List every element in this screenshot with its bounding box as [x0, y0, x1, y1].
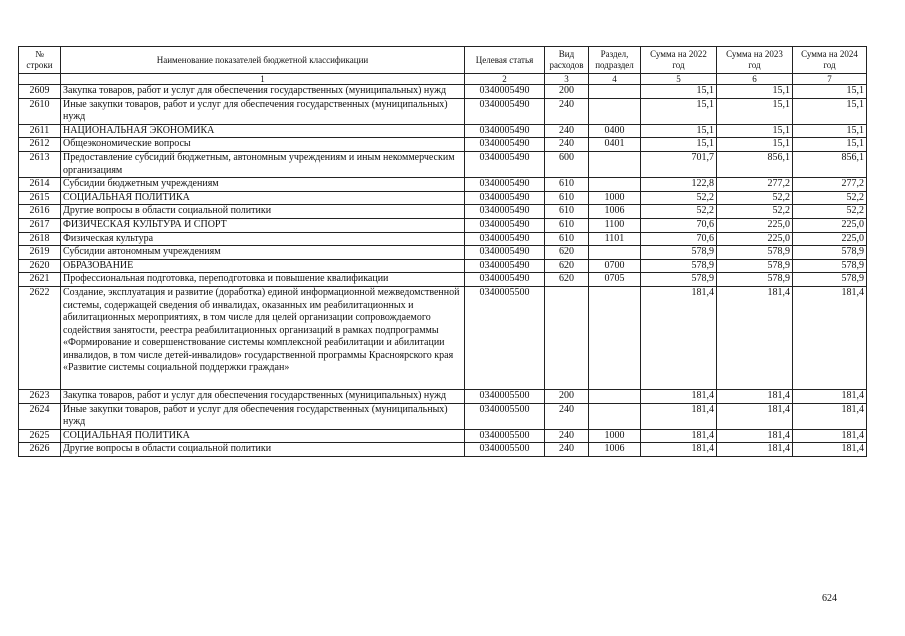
section-code: 0705 — [589, 273, 641, 287]
sum-2024: 277,2 — [793, 178, 867, 192]
row-number: 2618 — [19, 232, 61, 246]
indicator-name: Субсидии автономным учреждениям — [61, 246, 465, 260]
column-number: 3 — [545, 74, 589, 85]
header-sum-2024: Сумма на 2024 год — [793, 47, 867, 74]
sum-2024: 15,1 — [793, 138, 867, 152]
sum-2022: 52,2 — [641, 191, 717, 205]
row-number: 2613 — [19, 151, 61, 177]
sum-2024: 181,4 — [793, 390, 867, 404]
expense-type: 610 — [545, 205, 589, 219]
sum-2023: 15,1 — [717, 124, 793, 138]
target-article: 0340005490 — [465, 151, 545, 177]
section-code — [589, 85, 641, 99]
section-code: 0700 — [589, 259, 641, 273]
sum-2023: 15,1 — [717, 98, 793, 124]
section-code — [589, 151, 641, 177]
column-numbers-row — [19, 74, 867, 85]
sum-2023: 181,4 — [717, 390, 793, 404]
section-code: 1000 — [589, 429, 641, 443]
target-article: 0340005490 — [465, 191, 545, 205]
sum-2023: 181,4 — [717, 429, 793, 443]
target-article: 0340005500 — [465, 429, 545, 443]
target-article: 0340005490 — [465, 138, 545, 152]
section-code: 0401 — [589, 138, 641, 152]
target-article: 0340005490 — [465, 273, 545, 287]
indicator-name: Закупка товаров, работ и услуг для обеспечения государственных (муниципальных) нужд — [61, 85, 465, 99]
expense-type: 240 — [545, 443, 589, 457]
target-article: 0340005500 — [465, 286, 545, 389]
sum-2022: 578,9 — [641, 246, 717, 260]
sum-2024: 181,4 — [793, 286, 867, 389]
column-number — [19, 74, 61, 85]
sum-2024: 181,4 — [793, 429, 867, 443]
row-number: 2625 — [19, 429, 61, 443]
header-section: Раздел, подраздел — [589, 47, 641, 74]
indicator-name: Другие вопросы в области социальной политики — [61, 443, 465, 457]
row-number: 2619 — [19, 246, 61, 260]
table-row — [19, 178, 867, 192]
target-article: 0340005500 — [465, 390, 545, 404]
sum-2024: 15,1 — [793, 124, 867, 138]
sum-2022: 15,1 — [641, 85, 717, 99]
sum-2022: 578,9 — [641, 273, 717, 287]
section-code — [589, 403, 641, 429]
table-row — [19, 286, 867, 389]
indicator-name: СОЦИАЛЬНАЯ ПОЛИТИКА — [61, 191, 465, 205]
table-row — [19, 85, 867, 99]
target-article: 0340005490 — [465, 124, 545, 138]
header-expense-type: Вид расходов — [545, 47, 589, 74]
row-number: 2616 — [19, 205, 61, 219]
sum-2022: 181,4 — [641, 390, 717, 404]
target-article: 0340005490 — [465, 178, 545, 192]
target-article: 0340005490 — [465, 85, 545, 99]
sum-2022: 181,4 — [641, 429, 717, 443]
section-code — [589, 286, 641, 389]
sum-2023: 52,2 — [717, 191, 793, 205]
sum-2023: 15,1 — [717, 138, 793, 152]
sum-2023: 225,0 — [717, 232, 793, 246]
row-number: 2610 — [19, 98, 61, 124]
header-target-article: Целевая статья — [465, 47, 545, 74]
expense-type: 620 — [545, 273, 589, 287]
indicator-name: Общеэкономические вопросы — [61, 138, 465, 152]
row-number: 2626 — [19, 443, 61, 457]
sum-2024: 15,1 — [793, 85, 867, 99]
indicator-name: Иные закупки товаров, работ и услуг для обеспечения государственных (муниципальных) нужд — [61, 403, 465, 429]
expense-type: 240 — [545, 403, 589, 429]
target-article: 0340005490 — [465, 218, 545, 232]
sum-2022: 181,4 — [641, 286, 717, 389]
header-row — [19, 47, 867, 74]
sum-2024: 52,2 — [793, 205, 867, 219]
sum-2024: 181,4 — [793, 443, 867, 457]
target-article: 0340005490 — [465, 205, 545, 219]
indicator-name: ОБРАЗОВАНИЕ — [61, 259, 465, 273]
table-row — [19, 232, 867, 246]
sum-2023: 856,1 — [717, 151, 793, 177]
table-row — [19, 151, 867, 177]
row-number: 2611 — [19, 124, 61, 138]
table-body — [19, 85, 867, 457]
table-row — [19, 246, 867, 260]
sum-2023: 15,1 — [717, 85, 793, 99]
section-code: 1006 — [589, 443, 641, 457]
sum-2024: 856,1 — [793, 151, 867, 177]
sum-2022: 70,6 — [641, 218, 717, 232]
header-sum-2022: Сумма на 2022 год — [641, 47, 717, 74]
sum-2024: 578,9 — [793, 273, 867, 287]
column-number: 5 — [641, 74, 717, 85]
sum-2023: 52,2 — [717, 205, 793, 219]
target-article: 0340005490 — [465, 232, 545, 246]
row-number: 2617 — [19, 218, 61, 232]
section-code: 1000 — [589, 191, 641, 205]
section-code: 1101 — [589, 232, 641, 246]
expense-type: 600 — [545, 151, 589, 177]
indicator-name: ФИЗИЧЕСКАЯ КУЛЬТУРА И СПОРТ — [61, 218, 465, 232]
table-row — [19, 259, 867, 273]
column-number: 2 — [465, 74, 545, 85]
row-number: 2620 — [19, 259, 61, 273]
indicator-name: Закупка товаров, работ и услуг для обеспечения государственных (муниципальных) нужд — [61, 390, 465, 404]
expense-type: 240 — [545, 98, 589, 124]
sum-2022: 15,1 — [641, 138, 717, 152]
indicator-name: Профессиональная подготовка, переподготовка и повышение квалификации — [61, 273, 465, 287]
table-row — [19, 98, 867, 124]
section-code: 1100 — [589, 218, 641, 232]
expense-type: 610 — [545, 218, 589, 232]
table-row — [19, 218, 867, 232]
table-row — [19, 205, 867, 219]
section-code: 1006 — [589, 205, 641, 219]
row-number: 2609 — [19, 85, 61, 99]
sum-2022: 122,8 — [641, 178, 717, 192]
sum-2022: 52,2 — [641, 205, 717, 219]
expense-type: 620 — [545, 246, 589, 260]
table-row — [19, 273, 867, 287]
sum-2022: 578,9 — [641, 259, 717, 273]
table-row — [19, 191, 867, 205]
target-article: 0340005490 — [465, 259, 545, 273]
indicator-name: Создание, эксплуатация и развитие (доработка) единой информационной межведомственной системы, содержащей сведения об инвалидах, оказанных им реабилитационных и абилитационных мероприятиях, в том числе для целей организации сопровождаемого содействия занятости, реестра реабилитационных организаций в рамках подпрограммы «Формирование и совершенствование системы комплексной реабилитации и абилитации инвалидов, в том числе детей-инвалидов» государственной программы Красноярского края «Развитие системы социальной поддержки граждан» — [61, 286, 465, 389]
target-article: 0340005500 — [465, 403, 545, 429]
row-number: 2612 — [19, 138, 61, 152]
sum-2022: 701,7 — [641, 151, 717, 177]
sum-2024: 181,4 — [793, 403, 867, 429]
expense-type: 610 — [545, 178, 589, 192]
indicator-name: НАЦИОНАЛЬНАЯ ЭКОНОМИКА — [61, 124, 465, 138]
sum-2022: 15,1 — [641, 124, 717, 138]
table-row — [19, 138, 867, 152]
indicator-name: Предоставление субсидий бюджетным, автономным учреждениям и иным некоммерческим организациям — [61, 151, 465, 177]
table-row — [19, 124, 867, 138]
section-code — [589, 98, 641, 124]
row-number: 2614 — [19, 178, 61, 192]
expense-type: 610 — [545, 191, 589, 205]
sum-2024: 225,0 — [793, 218, 867, 232]
row-number: 2622 — [19, 286, 61, 389]
table-row — [19, 429, 867, 443]
expense-type: 240 — [545, 429, 589, 443]
sum-2024: 15,1 — [793, 98, 867, 124]
expense-type: 610 — [545, 232, 589, 246]
column-number: 1 — [61, 74, 465, 85]
sum-2024: 578,9 — [793, 259, 867, 273]
sum-2022: 181,4 — [641, 443, 717, 457]
section-code — [589, 178, 641, 192]
header-indicator-name: Наименование показателей бюджетной классификации — [61, 47, 465, 74]
column-number: 6 — [717, 74, 793, 85]
table-row — [19, 443, 867, 457]
row-number: 2624 — [19, 403, 61, 429]
target-article: 0340005490 — [465, 98, 545, 124]
header-row-number: № строки — [19, 47, 61, 74]
sum-2023: 181,4 — [717, 443, 793, 457]
expense-type: 240 — [545, 138, 589, 152]
sum-2024: 225,0 — [793, 232, 867, 246]
sum-2023: 181,4 — [717, 286, 793, 389]
budget-table — [18, 46, 867, 457]
column-number: 4 — [589, 74, 641, 85]
sum-2023: 578,9 — [717, 273, 793, 287]
indicator-name: СОЦИАЛЬНАЯ ПОЛИТИКА — [61, 429, 465, 443]
expense-type: 200 — [545, 85, 589, 99]
section-code — [589, 246, 641, 260]
expense-type: 240 — [545, 124, 589, 138]
sum-2022: 15,1 — [641, 98, 717, 124]
section-code — [589, 390, 641, 404]
indicator-name: Физическая культура — [61, 232, 465, 246]
target-article: 0340005500 — [465, 443, 545, 457]
table-row — [19, 403, 867, 429]
expense-type — [545, 286, 589, 389]
row-number: 2621 — [19, 273, 61, 287]
sum-2023: 578,9 — [717, 259, 793, 273]
expense-type: 200 — [545, 390, 589, 404]
row-number: 2615 — [19, 191, 61, 205]
sum-2023: 225,0 — [717, 218, 793, 232]
sum-2022: 181,4 — [641, 403, 717, 429]
sum-2023: 277,2 — [717, 178, 793, 192]
sum-2024: 52,2 — [793, 191, 867, 205]
sum-2023: 181,4 — [717, 403, 793, 429]
expense-type: 620 — [545, 259, 589, 273]
row-number: 2623 — [19, 390, 61, 404]
sum-2023: 578,9 — [717, 246, 793, 260]
sum-2022: 70,6 — [641, 232, 717, 246]
header-sum-2023: Сумма на 2023 год — [717, 47, 793, 74]
page-number: 624 — [822, 593, 837, 604]
indicator-name: Субсидии бюджетным учреждениям — [61, 178, 465, 192]
sum-2024: 578,9 — [793, 246, 867, 260]
indicator-name: Иные закупки товаров, работ и услуг для обеспечения государственных (муниципальных) нужд — [61, 98, 465, 124]
target-article: 0340005490 — [465, 246, 545, 260]
table-row — [19, 390, 867, 404]
indicator-name: Другие вопросы в области социальной политики — [61, 205, 465, 219]
section-code: 0400 — [589, 124, 641, 138]
column-number: 7 — [793, 74, 867, 85]
